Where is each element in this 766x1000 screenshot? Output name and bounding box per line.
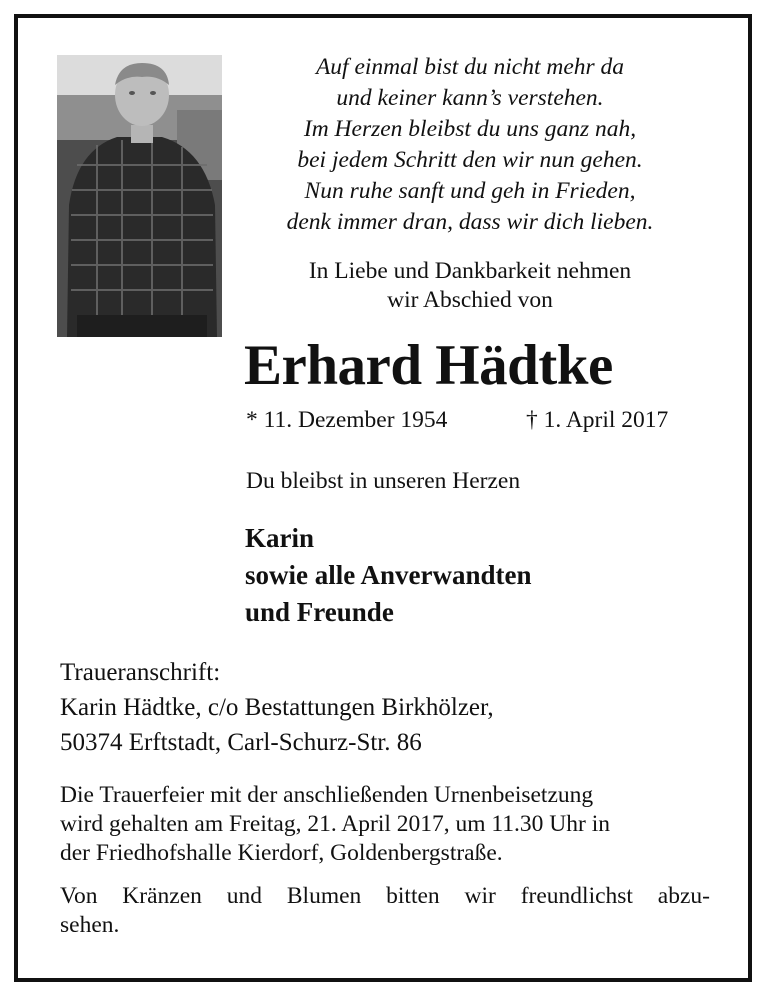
poem-line: und keiner kann’s verstehen.: [336, 85, 604, 111]
mourner-line: sowie alle Anverwandten: [245, 560, 532, 590]
ceremony-line: wird gehalten am Freitag, 21. April 2017, um 11.30 Uhr in: [60, 811, 610, 837]
death-date: † 1. April 2017: [526, 407, 669, 433]
address-line: 50374 Erftstadt, Carl-Schurz-Str. 86: [60, 729, 422, 756]
deceased-name: Erhard Hädtke: [244, 334, 613, 397]
poem-line: bei jedem Schritt den wir nun gehen.: [297, 147, 643, 173]
ceremony-line: Die Trauerfeier mit der anschließenden Urnenbeisetzung: [60, 782, 594, 808]
wreaths-line: Von Kränzen und Blumen bitten wir freundlichst abzu-: [60, 883, 710, 909]
farewell-intro: [235, 257, 705, 315]
poem-line: denk immer dran, dass wir dich lieben.: [286, 209, 654, 235]
portrait-photo: [57, 55, 222, 337]
ceremony-line: der Friedhofshalle Kierdorf, Goldenbergstraße.: [60, 840, 503, 866]
address-line: Karin Hädtke, c/o Bestattungen Birkhölzer,: [60, 694, 494, 721]
poem-line: Im Herzen bleibst du uns ganz nah,: [303, 116, 637, 142]
poem-line: Auf einmal bist du nicht mehr da: [315, 54, 625, 80]
wreaths-notice: [60, 882, 710, 940]
poem-line: Nun ruhe sanft und geh in Frieden,: [304, 178, 636, 204]
wreaths-line: sehen.: [60, 912, 120, 938]
life-dates: [246, 405, 716, 435]
mourner-line: Karin: [245, 523, 315, 553]
intro-line: In Liebe und Dankbarkeit nehmen: [308, 258, 632, 284]
mourners: [245, 520, 532, 631]
birth-date: * 11. Dezember 1954: [246, 407, 448, 433]
motto: Du bleibst in unseren Herzen: [246, 468, 521, 494]
mourner-line: und Freunde: [245, 597, 394, 627]
intro-line: wir Abschied von: [387, 287, 553, 313]
funeral-ceremony-notice: [60, 781, 710, 868]
address-label: Traueranschrift:: [60, 659, 221, 686]
memorial-poem: [235, 52, 705, 238]
mourning-address: [60, 655, 494, 760]
